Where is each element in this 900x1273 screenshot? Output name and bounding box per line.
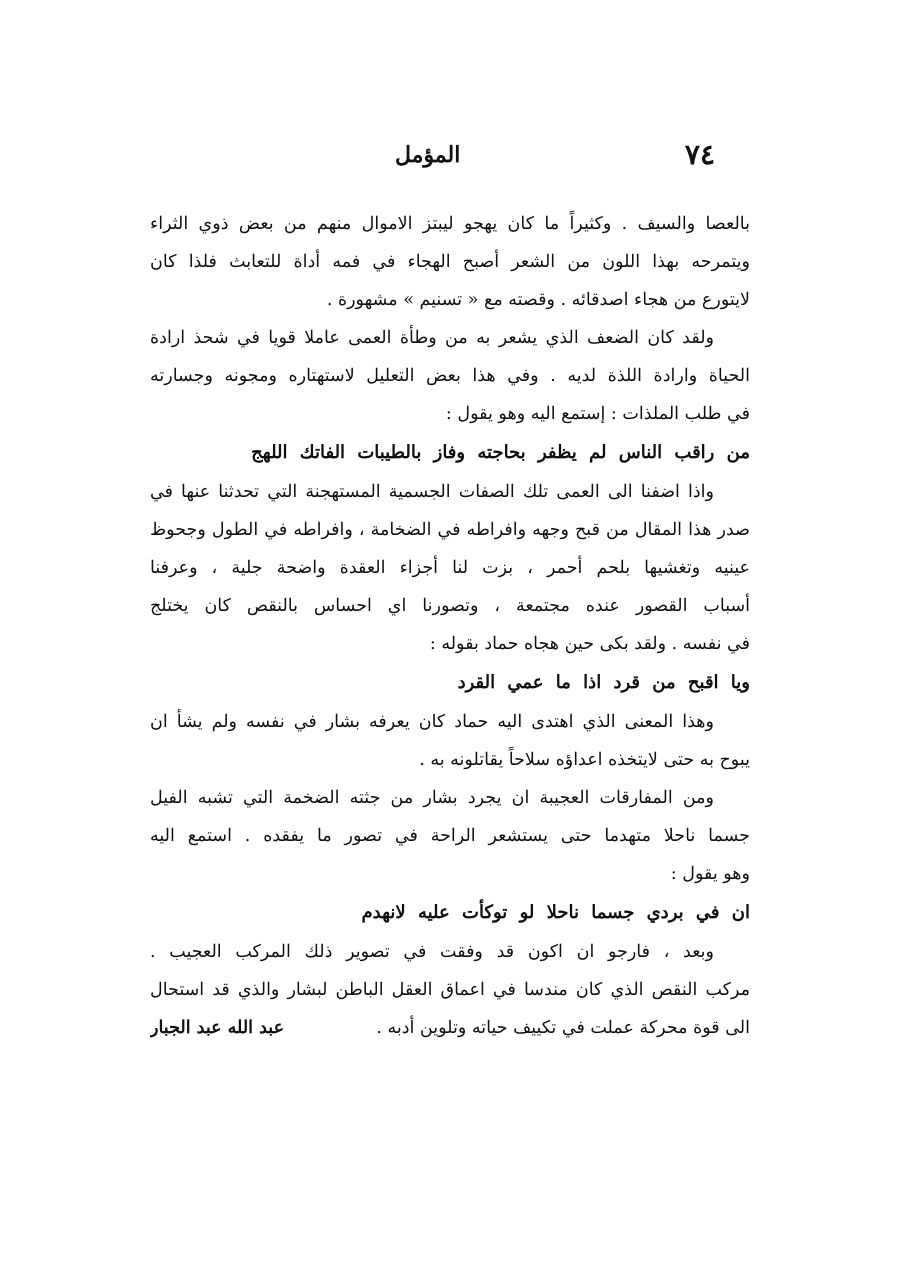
text-line: صدر هذا المقال من قبح وجهه وافراطه في الضخامة ، وافراطه في الطول وجحوظ — [150, 520, 750, 540]
text-line: جسما ناحلا متهدما حتى يستشعر الراحة في تصور ما يفقده . استمع اليه — [150, 826, 750, 846]
author-signature: عبد الله عبد الجبار — [150, 1018, 285, 1038]
text-line: يبوح به حتى لايتخذه اعداؤه سلاحاً يقاتلونه به . — [419, 750, 750, 770]
text-line: أسباب القصور عنده مجتمعة ، وتصورنا اي احساس بالنقص كان يختلج — [150, 596, 750, 616]
text-line: وهذا المعنى الذي اهتدى اليه حماد كان يعرفه بشار في نفسه ولم يشأ ان — [150, 712, 714, 732]
text-line: وبعد ، فارجو ان اكون قد وفقت في تصوير ذلك المركب العجيب . — [150, 942, 714, 962]
poem-verse: من راقب الناس لم يظفر بحاجته وفاز بالطيبات الفاتك اللهج — [251, 442, 750, 463]
text-line: وهو يقول : — [670, 864, 750, 884]
text-line: الى قوة محركة عملت في تكييف حياته وتلوين أدبه . — [376, 1018, 750, 1038]
page-header — [395, 138, 715, 178]
text-line: ويتمرحه بهذا اللون من الشعر أصبح الهجاء في فمه أداة للتعابث فلذا كان — [150, 252, 750, 272]
text-line: الحياة وارادة اللذة لديه . وفي هذا بعض التعليل لاستهتاره ومجونه وجسارته — [150, 366, 750, 386]
poem-verse: ان في بردي جسما ناحلا لو توكأت عليه لانهدم — [361, 902, 750, 923]
running-title: المؤمل — [395, 142, 461, 168]
text-line: في طلب الملذات : إستمع اليه وهو يقول : — [445, 404, 750, 424]
text-line: ولقد كان الضعف الذي يشعر به من وطأة العمى عاملا قويا في شحذ ارادة — [150, 328, 714, 348]
page-number: ٧٤ — [684, 138, 715, 171]
text-line: واذا اضفنا الى العمى تلك الصفات الجسمية المستهجنة التي تحدثنا عنها في — [150, 482, 714, 502]
text-line: لايتورع من هجاء اصدقائه . وقصته مع « تسنيم » مشهورة . — [326, 290, 750, 310]
text-line: بالعصا والسيف . وكثيراً ما كان يهجو ليبتز الاموال منهم من بعض ذوي الثراء — [150, 214, 750, 234]
text-line: في نفسه . ولقد بكى حين هجاه حماد بقوله : — [429, 634, 750, 654]
text-line: مركب النقص الذي كان مندسا في اعماق العقل الباطن لبشار والذي قد استحال — [150, 980, 750, 1000]
text-line: ومن المفارقات العجيبة ان يجرد بشار من جثته الضخمة التي تشبه الفيل — [150, 788, 714, 808]
text-line: عينيه وتغشيها بلحم أحمر ، بزت لنا أجزاء العقدة واضحة جلية ، وعرفنا — [150, 558, 750, 578]
article-body — [150, 205, 750, 1047]
poem-verse: ويا اقبح من قرد اذا ما عمي القرد — [457, 672, 750, 693]
